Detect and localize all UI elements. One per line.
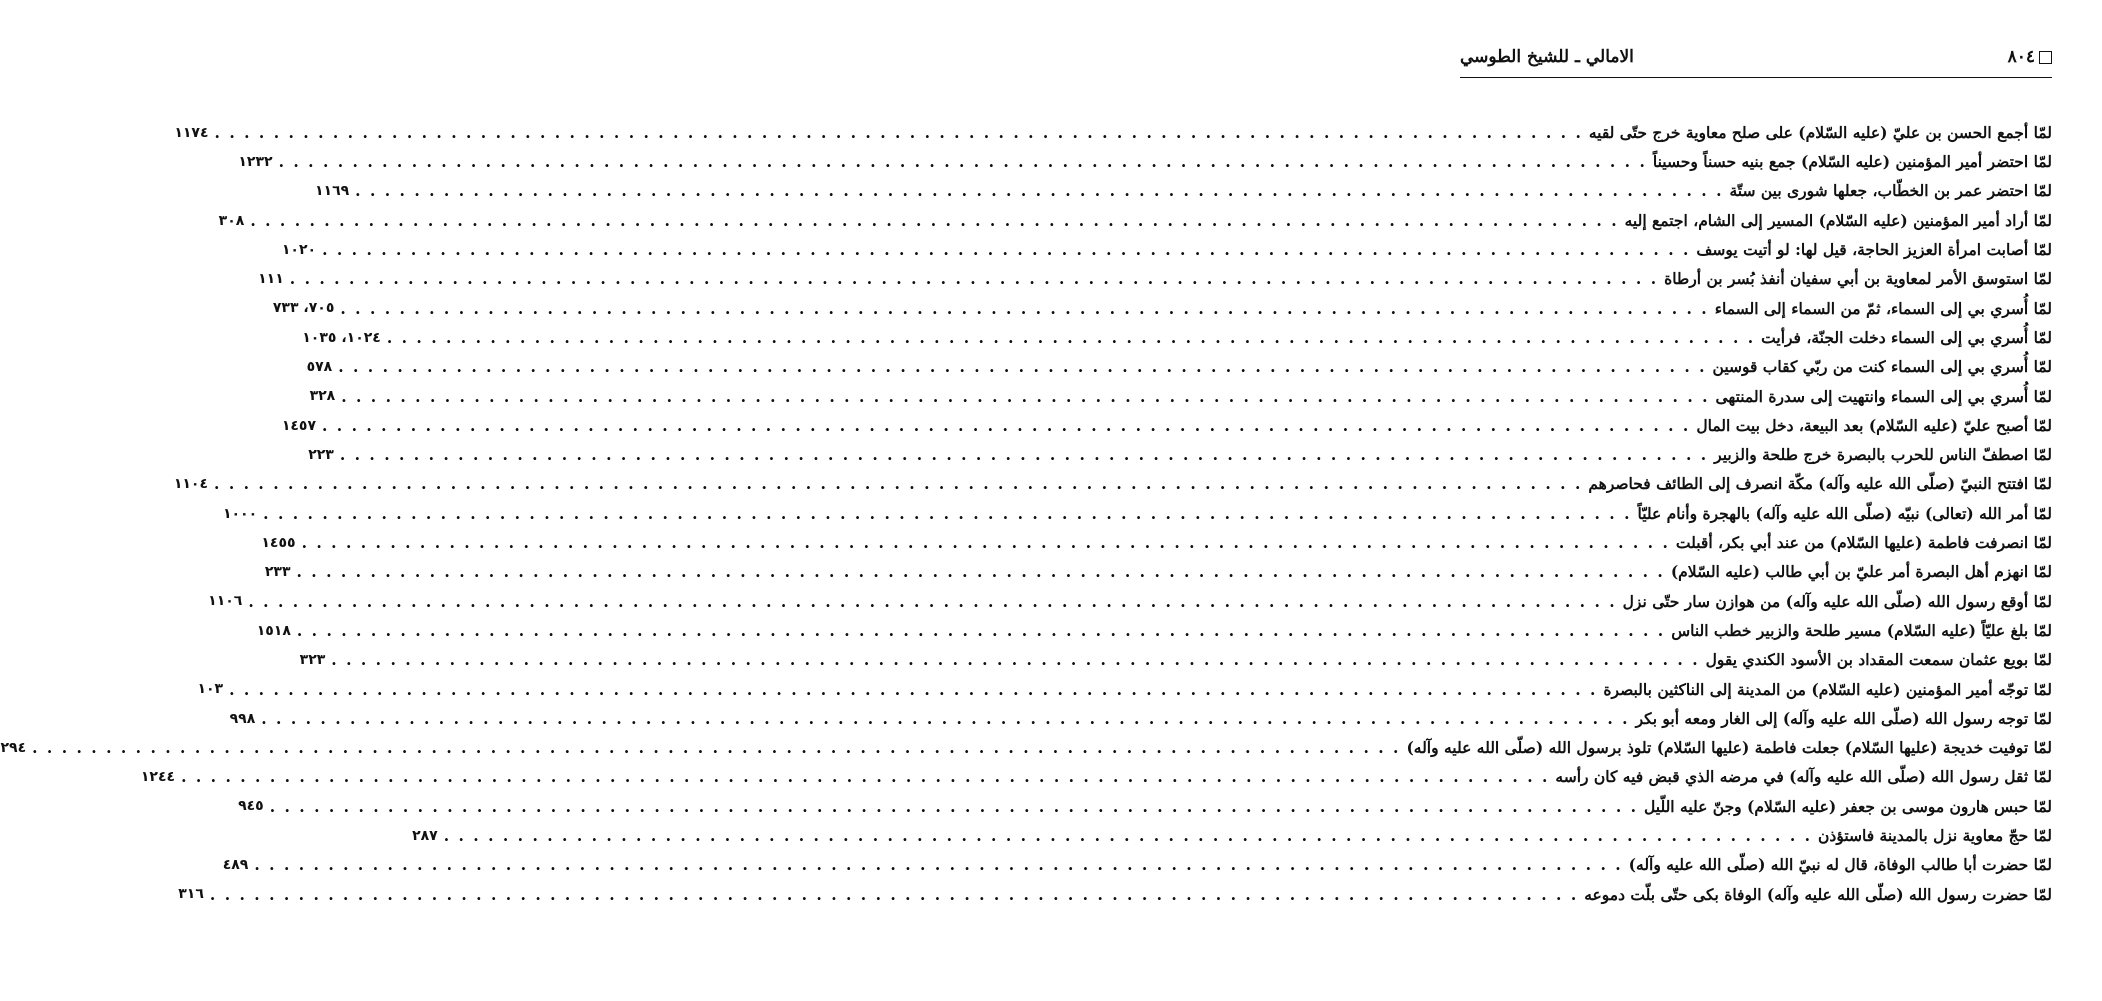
entry-text: لمّا توجه رسول الله (صلّى الله عليه وآله) إلى الغار ومعه أبو بكر [1635,708,2052,728]
entry-text: لمّا أراد أمير المؤمنين (عليه السّلام) المسير إلى الشام، اجتمع إليه [1624,210,2052,230]
entry-page-number: ١٠٢٠ [281,241,317,258]
entry-text: لمّا أجمع الحسن بن عليّ (عليه السّلام) على صلح معاوية خرج حتّى لقيه [1588,122,2052,142]
entry-text: لمّا ثقل رسول الله (صلّى الله عليه وآله) في مرضه الذي قبض فيه كان رأسه [1555,767,2052,787]
entry-page-number: ٥٧٨ [306,359,333,376]
dot-leader [279,154,1647,170]
entry-page-number: ١٤٥٥ [261,534,296,551]
index-entry [208,587,2052,616]
index-entry [178,880,2052,909]
entry-page-number: ٩٩٨ [229,710,256,727]
dot-leader [32,740,1400,756]
dot-leader [341,389,1709,405]
index-entry [272,294,2052,323]
dot-leader [338,359,1706,375]
index-entry [174,118,2052,147]
dot-leader [210,887,1578,903]
dot-leader [181,769,1549,785]
entry-page-number: ٩٤٥ [238,798,264,815]
entry-text: لمّا حجّ معاوية نزل بالمدينة فاستؤذن [1818,826,2052,846]
entry-text: لمّا أصبح عليّ (عليه السّلام) بعد البيعة، دخل بيت المال [1696,415,2052,435]
entry-text: لمّا حضرت رسول الله (صلّى الله عليه وآله) الوفاة بكى حتّى بلّت دموعه [1584,884,2052,904]
dot-leader [297,564,1665,580]
entry-page-number: ١١٠٤ [173,476,209,493]
index-entry [218,206,2052,235]
entry-text: لمّا توفيت خديجة (عليها السّلام) جعلت فاطمة (عليها السّلام) تلوذ برسول الله (صلّى الله عليه وآله) [1406,738,2052,758]
entry-text: لمّا بويع عثمان سمعت المقداد بن الأسود الكندي يقول [1705,650,2052,670]
entry-text: لمّا احتضر أمير المؤمنين (عليه السّلام) جمع بنيه حسناً وحسيناً [1652,152,2052,172]
page-marker-square-icon [2039,51,2052,64]
dot-leader [270,799,1638,815]
entry-page-number: ١٢٣٢ [238,153,273,170]
entry-page-number: ٤٨٩ [222,857,249,874]
dot-leader [297,623,1665,639]
index-entry [256,616,2052,645]
entry-page-number: ٣١٦ [178,886,204,903]
dot-leader [248,594,1616,610]
entry-page-number: ٢٨٧ [412,827,438,844]
entry-text: لمّا انصرفت فاطمة (عليها السّلام) من عند أبي بكر، أقبلت [1675,533,2052,553]
index-entry [308,440,2052,469]
index-entry [412,821,2052,850]
index-entry [264,557,2052,586]
entry-page-number: ١٠٢٤، ١٠٣٥ [302,329,381,346]
entry-page-number: ٢٩٤ [0,739,27,756]
index-entry [314,177,2052,206]
index-entry [309,382,2052,411]
entry-text: لمّا استوسق الأمر لمعاوية بن أبي سفيان أنفذ بُسر بن أرطاة [1664,269,2052,289]
index-entry [173,470,2052,499]
index-entries-list [0,118,2052,909]
entry-text: لمّا أُسري بي إلى السماء وانتهيت إلى سدرة المنتهى [1715,386,2052,406]
page-header [1460,40,2052,74]
entry-text: لمّا أُسري بي إلى السماء دخلت الجنّة، فرأيت [1761,327,2052,347]
entry-text: لمّا اصطفّ الناس للحرب بالبصرة خرج طلحة والزبير [1714,445,2052,465]
index-entry [261,528,2052,557]
entry-page-number: ١١٠٦ [208,593,243,610]
dot-leader [331,652,1699,668]
entry-text: لمّا افتتح النبيّ (صلّى الله عليه وآله) مكّة انصرف إلى الطائف فحاصرهم [1588,474,2052,494]
dot-leader [340,301,1708,317]
entry-page-number: ١٢٤٤ [140,769,176,786]
index-entry [299,645,2052,674]
entry-text: لمّا أوقع رسول الله (صلّى الله عليه وآله) من هوازن سار حتّى نزل [1622,591,2052,611]
dot-leader [290,271,1658,287]
dot-leader [387,330,1755,346]
index-entry [0,733,2052,762]
dot-leader [322,242,1690,258]
entry-page-number: ٣٢٨ [309,388,336,405]
entry-text: لمّا حضرت أبا طالب الوفاة، قال له نبيّ الله (صلّى الله عليه وآله) [1628,855,2052,875]
entry-page-number: ١٥١٨ [256,622,291,639]
dot-leader [214,476,1582,492]
entry-text: لمّا أمر الله (تعالى) نبيّه (صلّى الله عليه وآله) بالهجرة وأنام عليّاً [1637,503,2052,523]
entry-page-number: ١٠٣ [197,681,224,698]
index-entry [238,792,2052,821]
document-page [0,40,2052,960]
entry-page-number: ٢٢٣ [308,446,334,463]
index-entry [302,323,2052,352]
dot-leader [229,682,1597,698]
index-entry [281,411,2052,440]
entry-text: لمّا أُسري بي إلى السماء كنت من ربّي كقاب قوسين [1712,357,2052,377]
dot-leader [254,857,1622,873]
index-entry [222,499,2052,528]
entry-page-number: ١١١ [258,271,284,288]
entry-page-number: ١١٦٩ [314,183,350,200]
dot-leader [355,183,1723,199]
index-entry [306,352,2052,381]
entry-text: لمّا أصابت امرأة العزيز الحاجة، قيل لها: لو أتيت يوسف [1696,240,2052,260]
entry-page-number: ٢٣٣ [264,564,291,581]
entry-page-number: ٣٢٣ [299,651,326,668]
entry-text: لمّا احتضر عمر بن الخطّاب، جعلها شورى بين ستّة [1729,181,2052,201]
index-entry [281,235,2052,264]
entry-page-number: ١٤٥٧ [281,417,317,434]
dot-leader [250,213,1618,229]
index-entry [258,264,2052,293]
running-title: الامالي ـ للشيخ الطوسي [1460,47,1634,67]
page-number-text: ٨٠٤ [2007,47,2035,67]
entry-page-number: ١١٧٤ [174,124,209,141]
index-entry [197,675,2052,704]
index-entry [222,850,2052,879]
entry-text: لمّا أُسري بي إلى السماء، ثمّ من السماء إلى السماء [1714,298,2052,318]
dot-leader [215,125,1583,141]
dot-leader [302,535,1670,551]
dot-leader [322,418,1690,434]
entry-page-number: ١٠٠٠ [222,505,258,522]
dot-leader [340,447,1708,463]
entry-page-number: ٣٠٨ [218,212,245,229]
index-entry [140,763,2052,792]
index-entry [229,704,2052,733]
header-divider [1460,77,2052,78]
index-entry [238,147,2052,176]
entry-page-number: ٧٠٥، ٧٣٣ [272,300,335,317]
entry-text: لمّا بلغ عليّاً (عليه السّلام) مسير طلحة والزبير خطب الناس [1671,620,2052,640]
entry-text: لمّا انهزم أهل البصرة أمر عليّ بن أبي طالب (عليه السّلام) [1670,562,2052,582]
dot-leader [444,828,1812,844]
entry-text: لمّا توجّه أمير المؤمنين (عليه السّلام) من المدينة إلى الناكثين بالبصرة [1603,679,2052,699]
dot-leader [263,506,1631,522]
entry-text: لمّا حبس هارون موسى بن جعفر (عليه السّلام) وجنّ عليه اللّيل [1644,796,2052,816]
page-number [2008,47,2052,67]
dot-leader [261,711,1629,727]
